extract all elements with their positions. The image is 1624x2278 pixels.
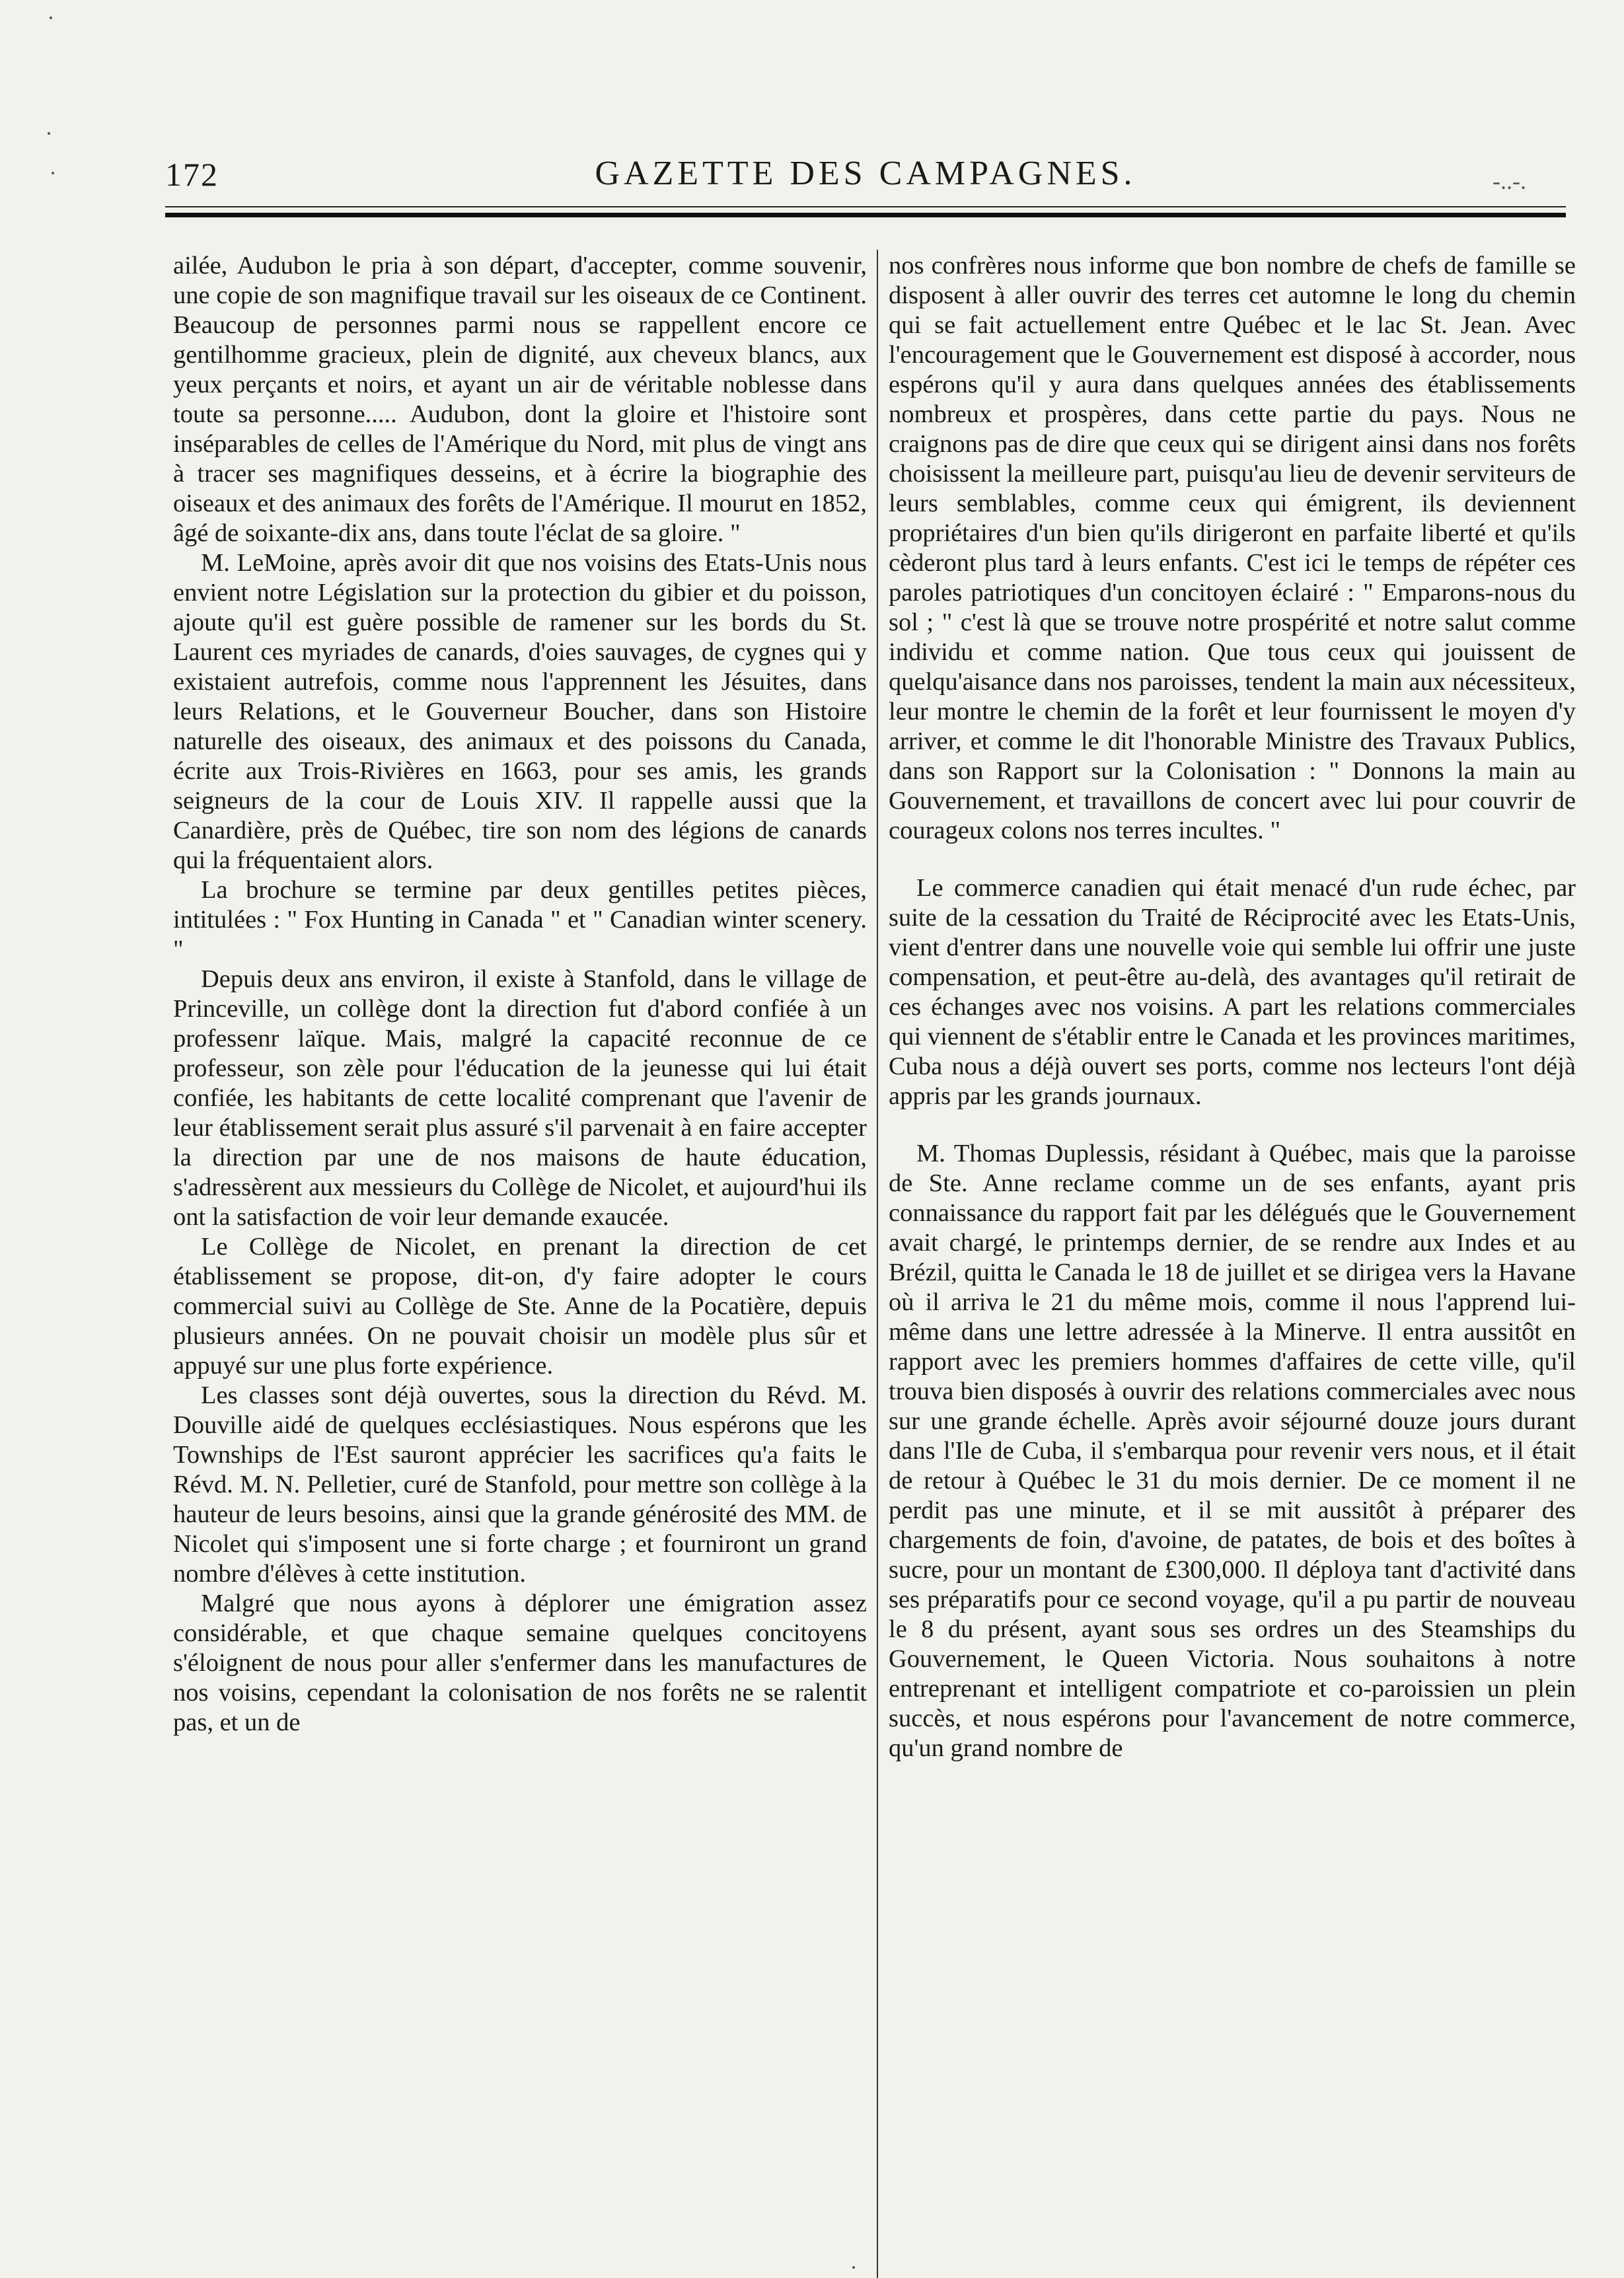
paragraph: Le commerce canadien qui était menacé d'un rude échec, par suite de la cessation du Traité de Réciprocité avec les Etats-Unis, vient d'entrer dans une nouvelle voie qui semble lui offrir une juste compensation, et peut-être au-delà, des avantages qu'il retirait de ces échanges avec nos voisins. A part les relations commerciales qui viennent de s'établir entre le Canada et les provinces maritimes, Cuba nous a déjà ouvert ses ports, comme nos lecteurs l'ont déjà appris par les grands journaux. bbox=[889, 874, 1576, 1110]
left-column bbox=[173, 251, 867, 2266]
paragraph: La brochure se termine par deux gentilles petites pièces, intitulées : " Fox Hunting in Canada " et " Canadian winter scenery. " bbox=[173, 876, 867, 963]
paragraph: Le Collège de Nicolet, en prenant la direction de cet établissement se propose, dit-on, d'y faire adopter le cours commercial suivi au Collège de Ste. Anne de la Pocatière, depuis plusieurs années. On ne pouvait choisir un modèle plus sûr et appuyé sur une plus forte expérience. bbox=[173, 1233, 867, 1379]
margin-speck bbox=[52, 172, 54, 174]
margin-speck bbox=[50, 17, 52, 19]
margin-speck bbox=[852, 2266, 855, 2269]
column-divider bbox=[877, 250, 878, 2278]
running-title: GAZETTE DES CAMPAGNES. bbox=[595, 155, 1136, 192]
margin-speck bbox=[48, 132, 50, 135]
header-rule-thick bbox=[165, 213, 1566, 217]
paragraph: nos confrères nous informe que bon nombre de chefs de famille se disposent à aller ouvrir des terres cet automne le long du chemin qui se fait actuellement entre Québec et le lac St. Jean. Avec l'encouragement que le Gouvernement est disposé à accorder, nous espérons qu'il y aura dans quelques années des établissements nombreux et prospères, dans cette partie du pays. Nous ne craignons pas de dire que ceux qui se dirigent ainsi dans nos forêts choisissent la meilleure part, puisqu'au lieu de devenir serviteurs de leurs semblables, comme ceux qui émigrent, ils deviennent propriétaires d'un bien qu'ils dirigeront en parfaite liberté et qu'ils cèderont plus tard à leurs enfants. C'est ici le temps de répéter ces paroles patriotiques d'un concitoyen éclairé : " Emparons-nous du sol ; " c'est là que se trouve notre prospérité et notre salut comme individu et comme nation. Que tous ceux qui jouissent de quelqu'aisance dans nos paroisses, tendent la main aux nécessiteux, leur montre le chemin de la forêt et leur fournissent le moyen d'y arriver, et comme le dit l'honorable Ministre des Travaux Publics, dans son Rapport sur la Colonisation : " Donnons la main au Gouvernement, et travaillons de concert avec lui pour couvrir de courageux colons nos terres incultes. " bbox=[889, 252, 1576, 844]
header-rule-thin bbox=[165, 206, 1566, 207]
page-header bbox=[165, 142, 1566, 202]
paragraph: M. LeMoine, après avoir dit que nos voisins des Etats-Unis nous envient notre Législation sur la protection du gibier et du poisson, ajoute qu'il est guère possible de ramener sur les bords du St. Laurent ces myriades de canards, d'oies sauvages, de cygnes qui y existaient autrefois, comme nous l'apprennent les Jésuites, dans leurs Relations, et le Gouverneur Boucher, dans son Histoire naturelle des oiseaux, des animaux et des poissons du Canada, écrite aux Trois-Rivières en 1663, pour ses amis, les grands seigneurs de la cour de Louis XIV. Il rappelle aussi que la Canardière, près de Québec, tire son nom des légions de canards qui la fréquentaient alors. bbox=[173, 549, 867, 874]
paragraph: M. Thomas Duplessis, résidant à Québec, mais que la paroisse de Ste. Anne reclame comme un de ses enfants, ayant pris connaissance du rapport fait par les délégués que le Gouvernement avait chargé, le printemps dernier, de se rendre aux Indes et au Brézil, quitta le Canada le 18 de juillet et se dirigea vers la Havane où il arriva le 21 du même mois, comme il nous l'apprend lui-même dans une lettre adressée à la Minerve. Il entra aussitôt en rapport avec les premiers hommes d'affaires de cette ville, qu'il trouva bien disposés à ouvrir des relations commerciales avec nous sur une grande échelle. Après avoir séjourné douze jours durant dans l'Ile de Cuba, il s'embarqua pour revenir vers nous, et il était de retour à Québec le 31 du mois dernier. De ce moment il ne perdit pas une minute, et il se mit aussitôt à préparer des chargements de foin, d'avoine, de patates, de bois et des boîtes à sucre, pour un montant de £300,000. Il déploya tant d'activité dans ses préparatifs pour ce second voyage, qu'il a pu partir de nouveau le 8 du présent, ayant sous ses ordres un des Steamships du Gouvernement, le Queen Victoria. Nous souhaitons à notre entreprenant et intelligent compatriote et co-paroissien un plein succès, et nous espérons pour l'avancement de notre commerce, qu'un grand nombre de bbox=[889, 1140, 1576, 1762]
right-column bbox=[889, 251, 1576, 2266]
corner-mark: -..-. bbox=[1493, 168, 1526, 194]
page-number: 172 bbox=[165, 156, 219, 193]
paragraph: Malgré que nous ayons à déplorer une émigration assez considérable, et que chaque semaine quelques concitoyens s'éloignent de nous pour aller s'enfermer dans les manufactures de nos voisins, cependant la colonisation de nos forêts ne se ralentit pas, et un de bbox=[173, 1590, 867, 1736]
paragraph: ailée, Audubon le pria à son départ, d'accepter, comme souvenir, une copie de son magnifique travail sur les oiseaux de ce Continent. Beaucoup de personnes parmi nous se rappellent encore ce gentilhomme gracieux, plein de dignité, aux cheveux blancs, aux yeux perçants et noirs, et ayant un air de véritable noblesse dans toute sa personne..... Audubon, dont la gloire et l'histoire sont inséparables de celles de l'Amérique du Nord, mit plus de vingt ans à tracer ses magnifiques desseins, et à écrire la biographie des oiseaux et des animaux des forêts de l'Amérique. Il mourut en 1852, âgé de soixante-dix ans, dans toute l'éclat de sa gloire. " bbox=[173, 252, 867, 547]
paragraph: Les classes sont déjà ouvertes, sous la direction du Révd. M. Douville aidé de quelques ecclésiastiques. Nous espérons que les Townships de l'Est sauront apprécier les sacrifices qu'a faits le Révd. M. N. Pelletier, curé de Stanfold, pour mettre son collège à la hauteur de leurs besoins, ainsi que la grande générosité des MM. de Nicolet qui s'imposent une si forte charge ; et fourniront un grand nombre d'élèves à cette institution. bbox=[173, 1381, 867, 1588]
paragraph: Depuis deux ans environ, il existe à Stanfold, dans le village de Princeville, un collège dont la direction fut d'abord confiée à un professenr laïque. Mais, malgré la capacité reconnue de ce professeur, son zèle pour l'éducation de la jeunesse qui lui était confiée, les habitants de cette localité comprenant que l'avenir de leur établissement serait plus assuré s'il parvenait à en faire accepter la direction par une de nos maisons de haute éducation, s'adressèrent aux messieurs du Collège de Nicolet, et aujourd'hui ils ont la satisfaction de voir leur demande exaucée. bbox=[173, 965, 867, 1231]
